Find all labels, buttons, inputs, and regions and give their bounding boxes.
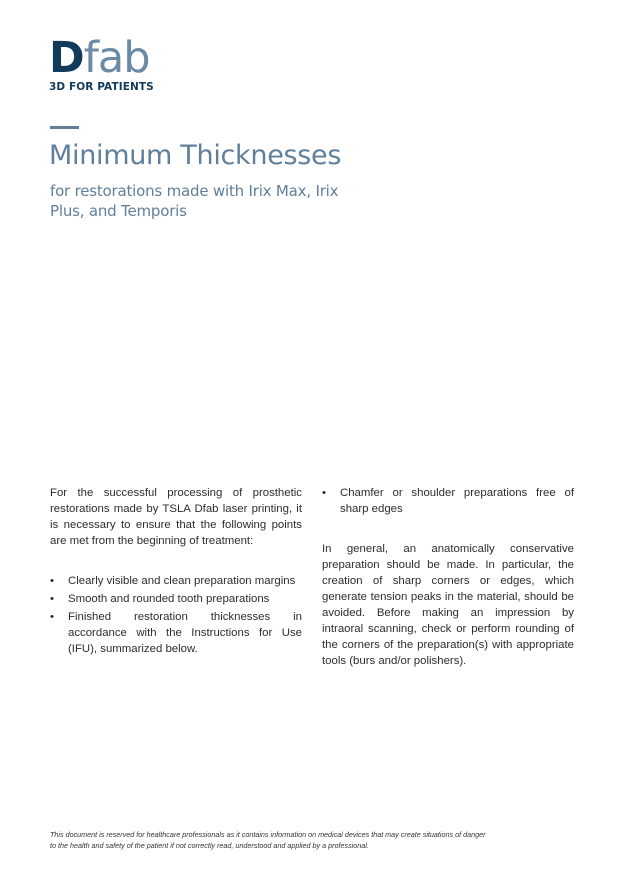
list-item-text: Smooth and rounded tooth preparations bbox=[68, 593, 270, 605]
list-item bbox=[50, 591, 302, 607]
page-title: Minimum Thicknesses bbox=[49, 140, 342, 171]
logo-letter-d: D bbox=[49, 33, 84, 83]
list-item bbox=[322, 485, 574, 517]
footer-disclaimer: This document is reserved for healthcare professionals as it contains information on medical devices that may create situations of danger to the health and safety of the patient if not correctly read, understood and applied by a professional. bbox=[50, 830, 486, 850]
intro-paragraph: For the successful processing of prosthetic restorations made by TSLA Dfab laser printing, it is necessary to ensure that the following points are met from the beginning of treatment: bbox=[50, 487, 302, 547]
left-column bbox=[50, 485, 302, 659]
right-column bbox=[322, 485, 574, 669]
list-item-text: Chamfer or shoulder preparations free of sharp edges bbox=[340, 487, 574, 515]
requirements-list bbox=[50, 573, 302, 657]
requirements-list-continued bbox=[322, 485, 574, 517]
page-subtitle: for restorations made with Irix Max, Irix Plus, and Temporis bbox=[50, 182, 339, 220]
list-item bbox=[50, 609, 302, 657]
general-paragraph: In general, an anatomically conservative preparation should be made. In particular, the creation of sharp corners or edges, which generate tension peaks in the material, should be avoided. Before making an impression by intraoral scanning, check or perform rounding of the corners of the preparation(s) with appropriate tools (burs and/or polishers). bbox=[322, 543, 574, 667]
list-item bbox=[50, 573, 302, 589]
logo-letters-fab: fab bbox=[83, 33, 150, 83]
logo-tagline: 3D FOR PATIENTS bbox=[49, 81, 154, 93]
list-item-text: Finished restoration thicknesses in accordance with the Instructions for Use (IFU), summarized below. bbox=[68, 611, 302, 655]
list-item-text: Clearly visible and clean preparation margins bbox=[68, 575, 296, 587]
bullet-icon: • bbox=[50, 611, 54, 623]
bullet-icon: • bbox=[50, 575, 54, 587]
title-accent-bar bbox=[50, 126, 79, 129]
bullet-icon: • bbox=[50, 593, 54, 605]
bullet-icon: • bbox=[322, 487, 326, 499]
dfab-logo bbox=[49, 33, 154, 93]
logo-wordmark bbox=[49, 33, 154, 83]
